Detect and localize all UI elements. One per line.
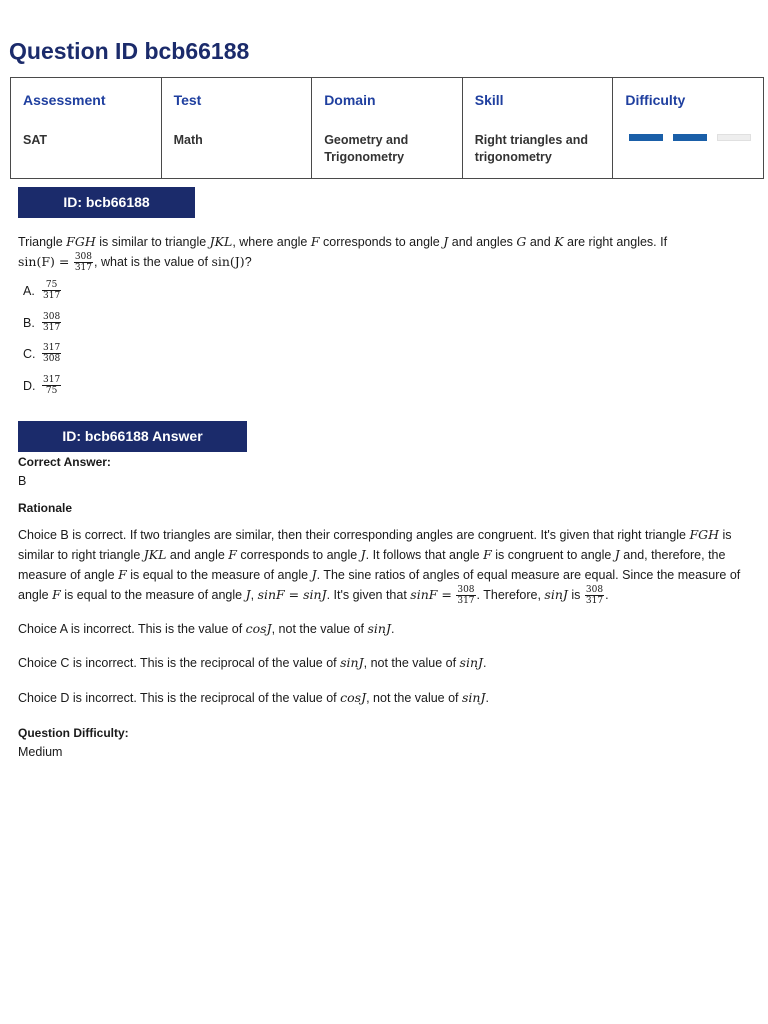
- fraction: [456, 585, 475, 606]
- rationale-text: and angle: [166, 548, 229, 562]
- math-expression: sinF = sinJ: [257, 587, 327, 602]
- question-metadata-table: [10, 77, 764, 179]
- choice-c-explanation: [18, 653, 742, 673]
- math-term: J: [311, 567, 317, 582]
- question-text: , what is the value of: [94, 255, 212, 269]
- question-text: Triangle: [18, 235, 67, 249]
- answer-choice-a[interactable]: [23, 280, 62, 301]
- answer-id-banner: ID: bcb66188 Answer: [18, 421, 247, 452]
- difficulty-bar-filled: [629, 134, 663, 141]
- fraction-denominator: 308: [43, 354, 61, 364]
- choice-a-explanation: [18, 619, 742, 639]
- math-term: JKL: [209, 234, 233, 249]
- fraction-numerator: 317: [43, 343, 61, 353]
- page-title: Question ID bcb66188: [9, 38, 250, 64]
- question-text: corresponds to angle: [319, 235, 444, 249]
- math-term: cosJ: [340, 690, 367, 705]
- difficulty-indicator: [629, 134, 751, 141]
- choice-label: C.: [23, 346, 36, 361]
- question-id-banner: ID: bcb66188: [18, 187, 195, 218]
- math-term: J: [614, 547, 620, 562]
- fraction: [74, 252, 93, 273]
- choice-label: D.: [23, 378, 36, 393]
- rationale-text: is: [567, 588, 584, 602]
- fraction: [585, 585, 604, 606]
- math-term: J: [360, 547, 366, 562]
- rationale-text: is equal to the measure of angle: [126, 568, 312, 582]
- fraction-denominator: 317: [43, 291, 61, 301]
- math-expression: sinJ: [544, 587, 568, 602]
- rationale-text: is similar to right triangle: [18, 528, 732, 562]
- explanation-text: Choice D is incorrect. This is the reciprocal of the value of: [18, 691, 341, 705]
- fraction-numerator: 75: [42, 280, 61, 291]
- math-term: sinJ: [462, 690, 486, 705]
- fraction: [42, 343, 61, 364]
- math-term: F: [228, 547, 237, 562]
- difficulty-bar-empty: [717, 134, 751, 141]
- rationale-text: . The sine ratios of angles of equal measure are equal. Since the measure of angle: [18, 568, 741, 602]
- math-term: sinJ: [367, 621, 391, 636]
- skill-cell: [462, 78, 613, 179]
- rationale-text: and, therefore, the measure of angle: [18, 548, 726, 582]
- domain-header: Domain: [324, 92, 376, 108]
- domain-cell: [312, 78, 463, 179]
- rationale-paragraph: [18, 525, 742, 606]
- question-stem: [18, 232, 742, 273]
- rationale-text: corresponds to angle: [236, 548, 361, 562]
- answer-choice-d[interactable]: [23, 375, 62, 396]
- answer-choice-b[interactable]: [23, 312, 62, 333]
- assessment-cell: [11, 78, 162, 179]
- math-term: F: [52, 587, 61, 602]
- explanation-text: Choice A is incorrect. This is the value of: [18, 622, 246, 636]
- math-term: F: [310, 234, 320, 249]
- question-difficulty-value: Medium: [18, 745, 63, 759]
- assessment-header: Assessment: [23, 92, 106, 108]
- explanation-text: , not the value of: [363, 656, 460, 670]
- math-term: FGH: [689, 527, 720, 542]
- math-term: sinJ: [340, 655, 364, 670]
- difficulty-header: Difficulty: [625, 92, 686, 108]
- answer-choice-c[interactable]: [23, 343, 62, 364]
- rationale-text: . It follows that angle: [365, 548, 484, 562]
- fraction-denominator: 317: [74, 263, 93, 274]
- question-text: and: [526, 235, 555, 249]
- skill-value: Right triangles and trigonometry: [474, 133, 588, 164]
- math-term: sinJ: [459, 655, 484, 670]
- domain-value: Geometry and Trigonometry: [324, 133, 409, 164]
- rationale-text: ,: [250, 588, 258, 602]
- choice-label: A.: [23, 283, 35, 298]
- math-term: FGH: [66, 234, 96, 249]
- explanation-text: Choice C is incorrect. This is the reciprocal of the value of: [18, 656, 341, 670]
- fraction-numerator: 308: [43, 312, 61, 322]
- fraction-denominator: 317: [43, 323, 61, 333]
- math-term: F: [483, 547, 492, 562]
- fraction-numerator: 308: [585, 585, 604, 596]
- difficulty-cell: [613, 78, 764, 179]
- explanation-text: .: [391, 622, 395, 636]
- math-term: G: [516, 234, 527, 249]
- rationale-text: . Therefore,: [476, 588, 545, 602]
- explanation-text: .: [485, 691, 489, 705]
- fraction-numerator: 308: [74, 252, 93, 263]
- rationale-text: is congruent to angle: [491, 548, 615, 562]
- question-text: is similar to triangle: [95, 235, 210, 249]
- choice-label: B.: [23, 315, 35, 330]
- math-expression: sin(J): [211, 254, 245, 269]
- rationale-text: .: [605, 588, 609, 602]
- correct-answer-value: B: [18, 474, 27, 488]
- rationale-text: is equal to the measure of angle: [60, 588, 246, 602]
- fraction: [42, 280, 61, 301]
- fraction-numerator: 317: [43, 375, 61, 385]
- math-term: F: [118, 567, 127, 582]
- skill-header: Skill: [474, 92, 504, 108]
- difficulty-bar-filled: [673, 134, 707, 141]
- math-term: J: [443, 234, 449, 249]
- explanation-text: , not the value of: [366, 691, 462, 705]
- question-text: are right angles. If: [563, 235, 668, 249]
- math-term: cosJ: [245, 621, 272, 636]
- test-cell: [161, 78, 312, 179]
- math-term: JKL: [143, 547, 167, 562]
- choice-d-explanation: [18, 688, 742, 708]
- math-term: J: [245, 587, 251, 602]
- question-text: ?: [244, 255, 252, 269]
- question-difficulty-label: Question Difficulty:: [18, 726, 129, 740]
- explanation-text: , not the value of: [271, 622, 368, 636]
- math-expression: sin(F) =: [18, 254, 70, 269]
- correct-answer-label: Correct Answer:: [18, 455, 111, 469]
- fraction-denominator: 75: [45, 386, 58, 396]
- fraction: [42, 375, 61, 396]
- rationale-text: . It's given that: [326, 588, 411, 602]
- fraction-numerator: 308: [457, 585, 475, 596]
- rationale-heading: Rationale: [18, 501, 73, 515]
- question-text: and angles: [448, 235, 517, 249]
- explanation-text: .: [483, 656, 487, 670]
- rationale-text: Choice B is correct. If two triangles are similar, then their corresponding angles are congruent. It's given that right triangle: [18, 528, 690, 542]
- assessment-value: SAT: [23, 133, 48, 147]
- fraction-denominator: 317: [585, 596, 604, 607]
- test-header: Test: [173, 92, 202, 108]
- fraction-denominator: 317: [457, 596, 475, 607]
- test-value: Math: [173, 133, 203, 147]
- math-expression: sinF =: [410, 587, 452, 602]
- math-term: K: [554, 234, 564, 249]
- question-text: , where angle: [232, 235, 311, 249]
- fraction: [42, 312, 61, 333]
